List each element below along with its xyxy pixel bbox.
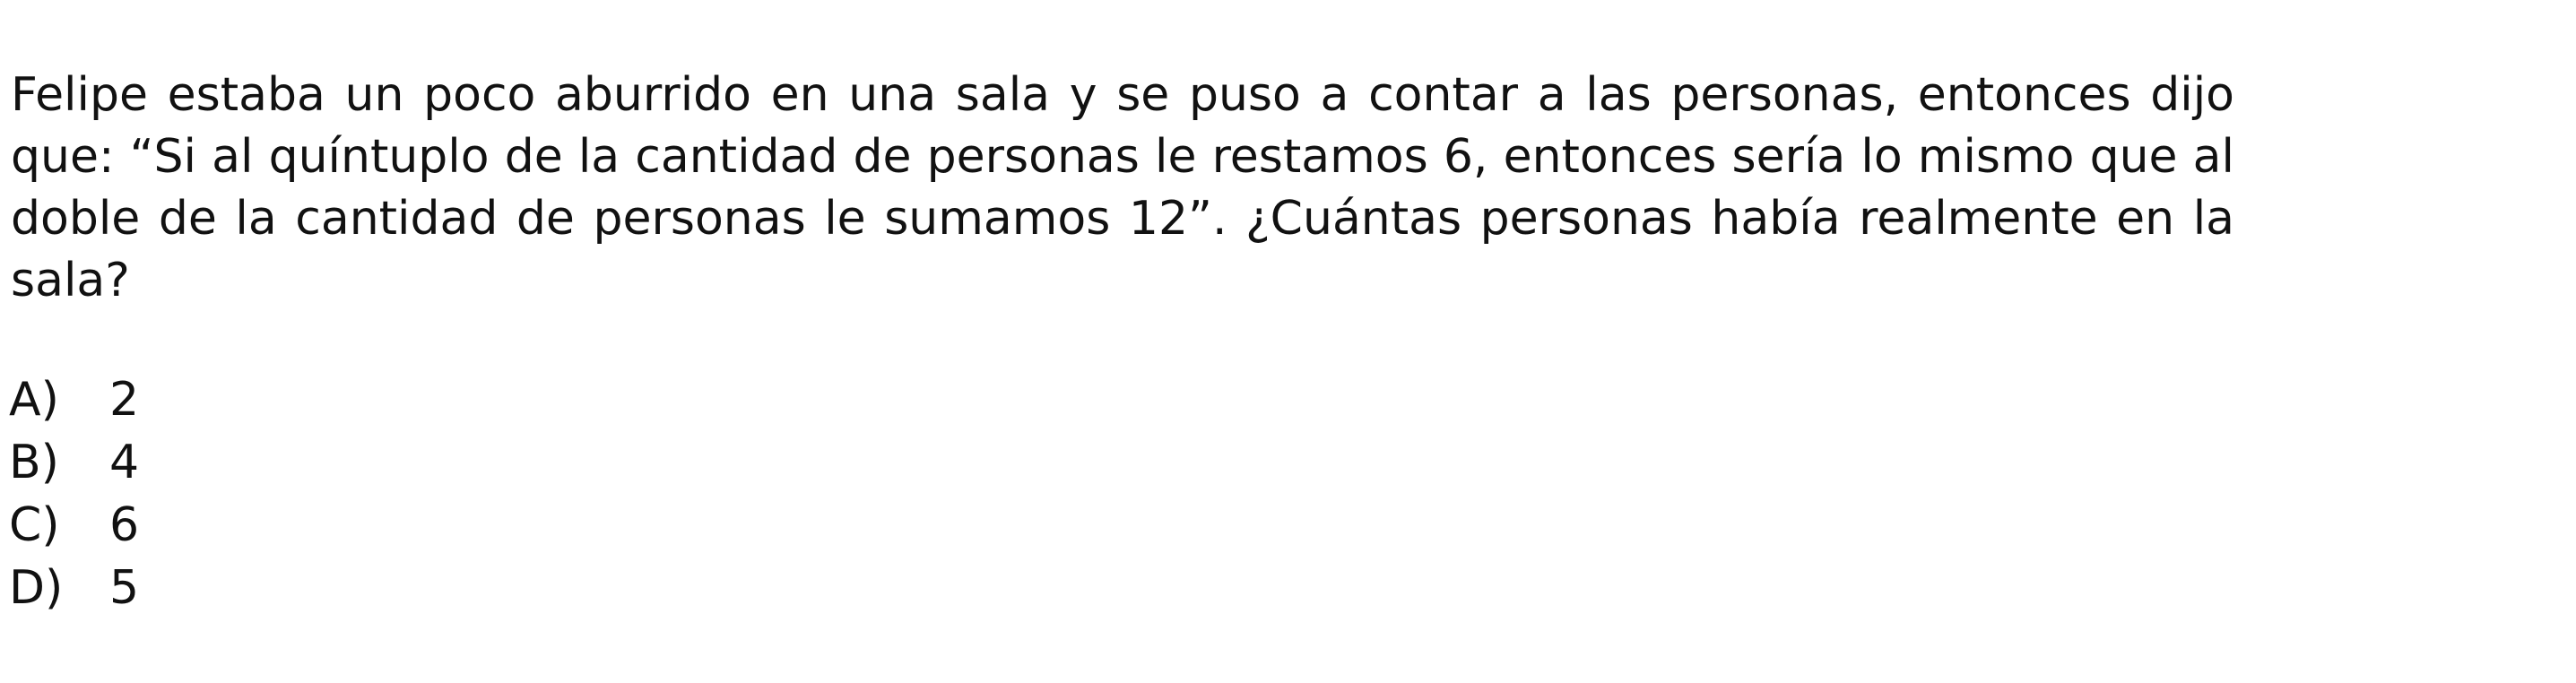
option-letter: A)	[9, 373, 59, 427]
option-a	[9, 368, 139, 431]
option-c	[9, 494, 139, 557]
option-value: 2	[109, 373, 140, 427]
question-text: Felipe estaba un poco aburrido en una sala y se puso a contar a las personas, entonces dijo que: “Si al quíntuplo de la cantidad de personas le restamos 6, entonces sería lo mismo que al doble de la cantidad de personas le sumamos 12”. ¿Cuántas personas había realmente en la sala?	[11, 68, 2234, 307]
option-value: 6	[109, 498, 140, 552]
option-d	[9, 557, 139, 619]
answer-options	[9, 368, 139, 619]
option-letter: D)	[9, 561, 64, 615]
option-b	[9, 431, 139, 494]
option-letter: C)	[9, 498, 60, 552]
option-value: 5	[109, 561, 140, 615]
option-value: 4	[109, 436, 140, 489]
option-letter: B)	[9, 436, 59, 489]
